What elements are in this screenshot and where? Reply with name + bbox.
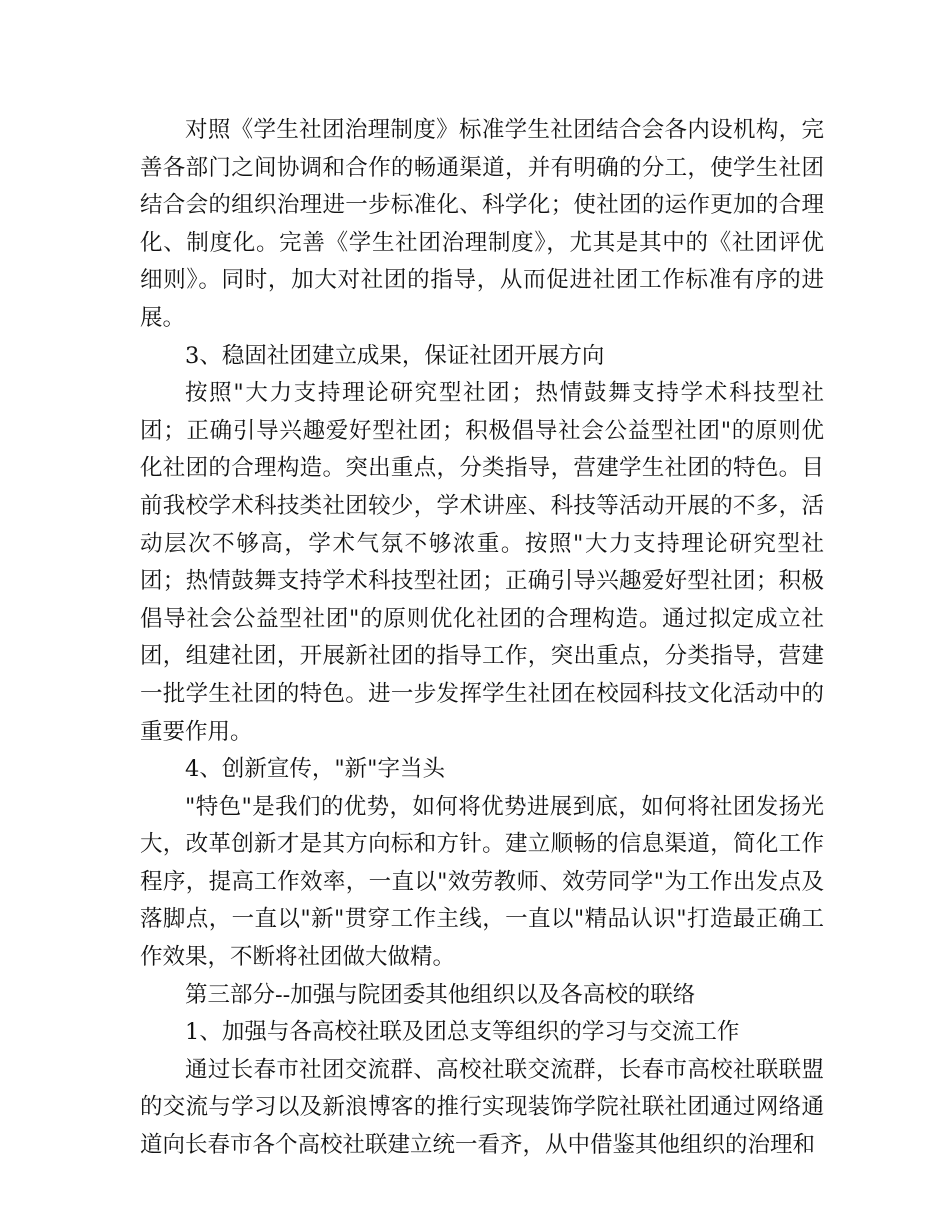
section-heading-1: 1、加强与各高校社联及团总支等组织的学习与交流工作 (185, 1019, 740, 1046)
section-heading-4: 4、创新宣传，"新"字当头 (185, 756, 446, 783)
paragraph-optimize-structure: 按照"大力支持理论研究型社团；热情鼓舞支持学术科技型社团；正确引导兴趣爱好型社团；积极倡导社会公益型社团"的原则优化社团的合理构造。突出重点，分类指导，营建学生社团的特色。目前我校学术科技类社团较少，学术讲座、科技等活动开展的不多，活动层次不够高，学术气氛不够浓重。按照"大力支持理论研究型社团；热情鼓舞支持学术科技型社团；正确引导兴趣爱好型社团；积极倡导社会公益型社团"的原则优化社团的合理构造。通过拟定成立社团，组建社团，开展新社团的指导工作，突出重点，分类指导，营建一批学生社团的特色。进一步发挥学生社团在校园科技文化活动中的重要作用。 (140, 380, 824, 745)
part-three-heading: 第三部分--加强与院团委其他组织以及各高校的联络 (185, 981, 696, 1008)
section-heading-3: 3、稳固社团建立成果，保证社团开展方向 (185, 342, 605, 369)
paragraph-innovation: "特色"是我们的优势，如何将优势进展到底，如何将社团发扬光大，改革创新才是其方向标和方针。建立顺畅的信息渠道，简化工作程序，提高工作效率，一直以"效劳教师、效劳同学"为工作出发点及落脚点，一直以"新"贯穿工作主线，一直以"精品认识"打造最正确工作效果，不断将社团做大做精。 (140, 793, 824, 971)
paragraph-governance: 对照《学生社团治理制度》标准学生社团结合会各内设机构，完善各部门之间协调和合作的畅通渠道，并有明确的分工，使学生社团结合会的组织治理进一步标准化、科学化；使社团的运作更加的合理化、制度化。完善《学生社团治理制度》，尤其是其中的《社团评优细则》。同时，加大对社团的指导，从而促进社团工作标准有序的进展。 (140, 117, 824, 331)
document-body (140, 112, 824, 1165)
paragraph-exchange: 通过长春市社团交流群、高校社联交流群，长春市高校社联联盟的交流与学习以及新浪博客的推行实现装饰学院社联社团通过网络通道向长春市各个高校社联建立统一看齐，从中借鉴其他组织的治理和 (140, 1056, 824, 1159)
